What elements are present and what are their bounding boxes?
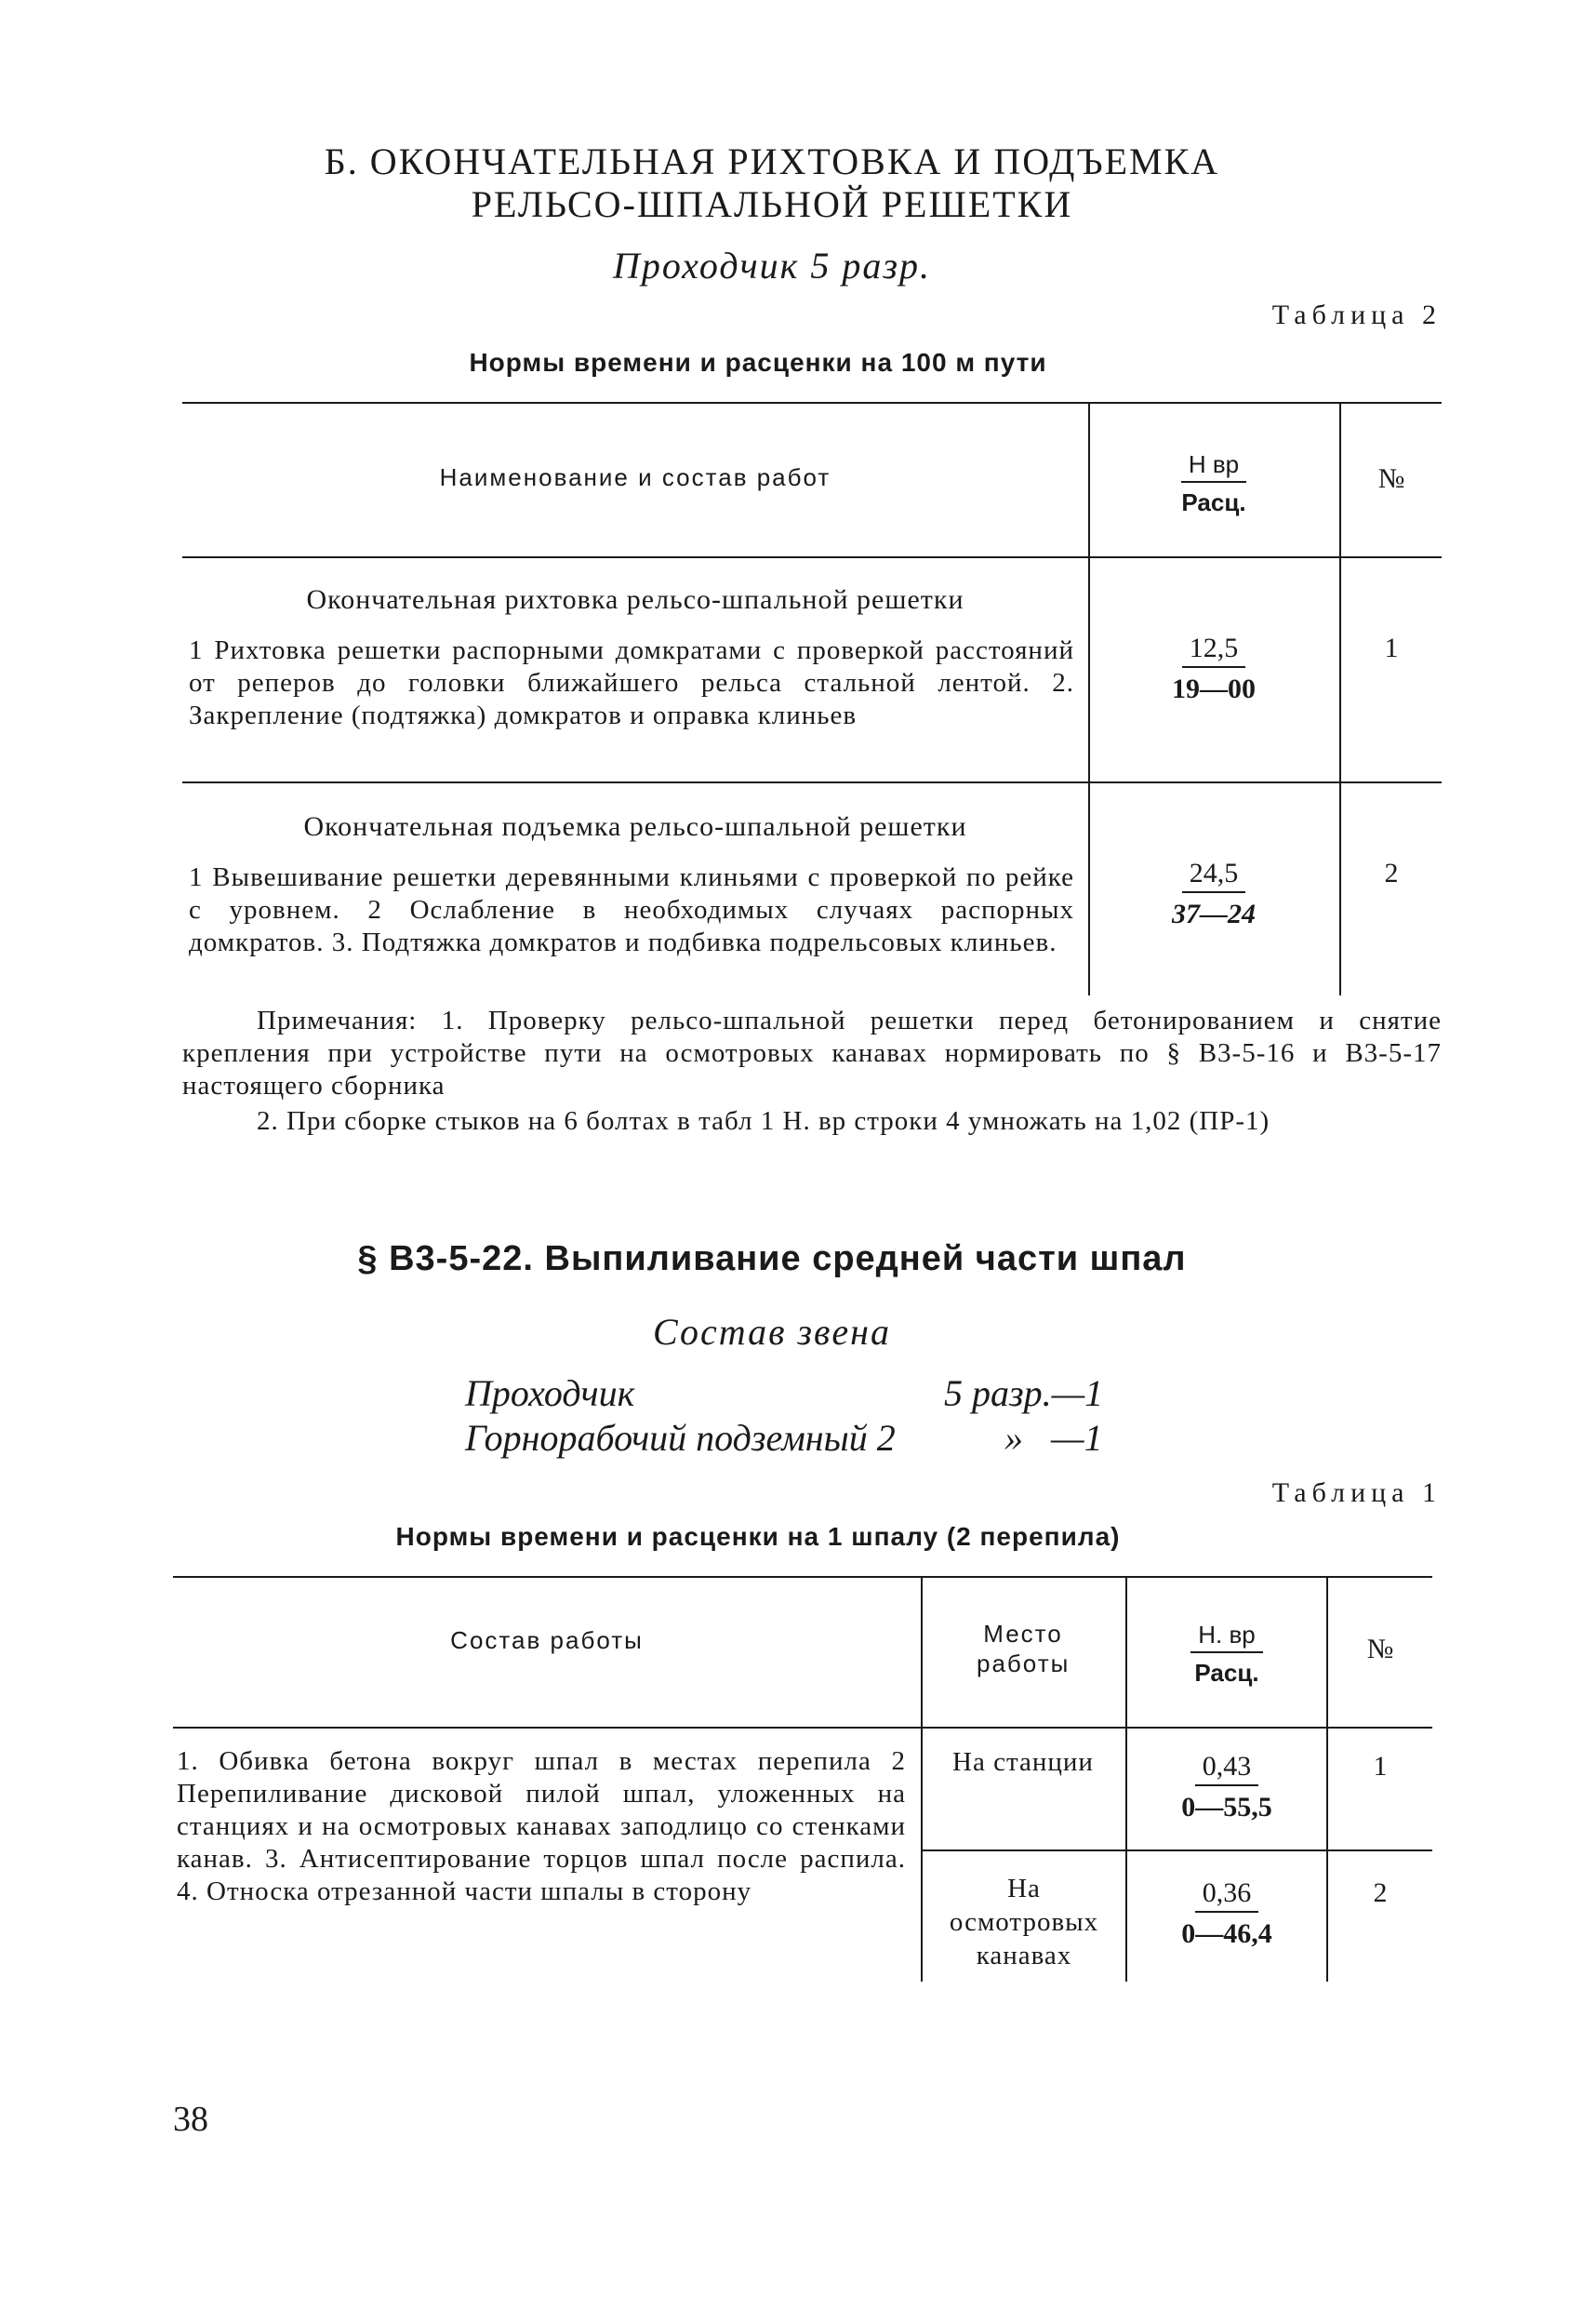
table-col-divider <box>921 1576 923 1982</box>
price-value: 37—24 <box>1172 899 1256 929</box>
rate-cell <box>1090 633 1337 705</box>
rate-cell <box>1090 858 1337 930</box>
norm-value: 0,36 <box>1195 1877 1259 1913</box>
table-caption: Нормы времени и расценки на 1 шпалу (2 перепила) <box>395 1522 1121 1551</box>
place-cell: На осмотровых канавах <box>949 1874 1099 1970</box>
column-header-num: № <box>1366 1634 1394 1664</box>
table-label: Таблица 2 <box>1271 300 1442 330</box>
section-title-line1: Б. ОКОНЧАТЕЛЬНАЯ РИХТОВКА И ПОДЪЕМКА <box>324 140 1220 182</box>
table-rule-top <box>173 1576 1432 1578</box>
table-rule-header <box>173 1727 1432 1729</box>
rate-cell <box>1127 1877 1326 1950</box>
row-num: 2 <box>1373 1877 1388 1908</box>
worker-grade: Проходчик 5 разр. <box>613 245 931 287</box>
table-label: Таблица 1 <box>1271 1477 1442 1508</box>
column-header-num: № <box>1377 463 1405 494</box>
crew-grade: » —1 <box>1004 1417 1103 1459</box>
page-number: 38 <box>173 2100 208 2139</box>
section-22-title: § В3-5-22. Выпиливание средней части шпал <box>357 1239 1187 1278</box>
row-num: 1 <box>1384 633 1399 663</box>
rate-header-norm: Н вр <box>1181 450 1246 483</box>
crew-role: Горнорабочий подземный 2 <box>465 1417 896 1459</box>
notes-2: 2. При сборке стыков на 6 болтах в табл 1 Н. вр строки 4 умножать на 1,02 (ПР-1) <box>257 1106 1270 1136</box>
rate-header-price: Расц. <box>1194 1659 1259 1687</box>
column-header-rate <box>1127 1619 1326 1688</box>
notes-1: Примечания: 1. Проверку рельсо-шпальной решетки перед бетонированием и снятие крепления при устройстве пути на осмотровых канавах нормировать по § В3-5-16 и В3-5-17 настоящего сборника <box>182 1006 1442 1101</box>
row-num: 2 <box>1384 858 1399 888</box>
row-heading: Окончательная рихтовка рельсо-шпальной решетки <box>306 584 964 615</box>
table-rule-header <box>182 556 1442 558</box>
crew-role: Проходчик <box>465 1372 635 1414</box>
table-rule-row <box>182 781 1442 783</box>
price-value: 0—55,5 <box>1181 1792 1272 1823</box>
norm-value: 0,43 <box>1195 1751 1259 1786</box>
column-header-rate <box>1090 448 1337 517</box>
price-value: 0—46,4 <box>1181 1918 1272 1949</box>
row-text: 1 Рихтовка решетки распорными домкратами с проверкой расстояний от реперов до головки ближайшего рельса стальной лентой. 2. Закрепление (подтяжка) домкратов и оправка клиньев <box>189 635 1074 730</box>
section-title-line2: РЕЛЬСО-ШПАЛЬНОЙ РЕШЕТКИ <box>471 183 1073 225</box>
norm-value: 12,5 <box>1182 633 1246 668</box>
table-rule-top <box>182 402 1442 404</box>
rate-header-norm: Н. вр <box>1190 1621 1263 1653</box>
price-value: 19—00 <box>1172 674 1256 704</box>
crew-heading: Состав звена <box>652 1311 891 1353</box>
column-header-name: Наименование и состав работ <box>439 463 831 491</box>
table-caption: Нормы времени и расценки на 100 м пути <box>469 348 1047 377</box>
work-description: 1. Обивка бетона вокруг шпал в местах перепила 2 Перепиливание дисковой пилой шпал, уложенных на станциях и на осмотровых канавах заподлицо со стенками канав. 3. Антисептирование торцов шпал после распила. 4. Относка отрезанной части шпалы в сторону <box>177 1746 906 1906</box>
row-num: 1 <box>1373 1751 1388 1782</box>
column-header-work: Состав работы <box>450 1626 644 1654</box>
norm-value: 24,5 <box>1182 858 1246 893</box>
rate-cell <box>1127 1751 1326 1823</box>
row-heading: Окончательная подъемка рельсо-шпальной решетки <box>303 811 967 842</box>
row-text: 1 Вывешивание решетки деревянными клиньями с проверкой по рейке с уровнем. 2 Ослабление в необходимых случаях распорных домкратов. 3. Подтяжка домкратов и подбивка подрельсовых клиньев. <box>189 862 1074 957</box>
place-cell: На станции <box>952 1747 1094 1777</box>
column-header-place: Место работы <box>977 1620 1071 1677</box>
rate-header-price: Расц. <box>1181 488 1246 516</box>
crew-grade: 5 разр.—1 <box>944 1372 1104 1414</box>
table-rule-row <box>923 1849 1432 1851</box>
